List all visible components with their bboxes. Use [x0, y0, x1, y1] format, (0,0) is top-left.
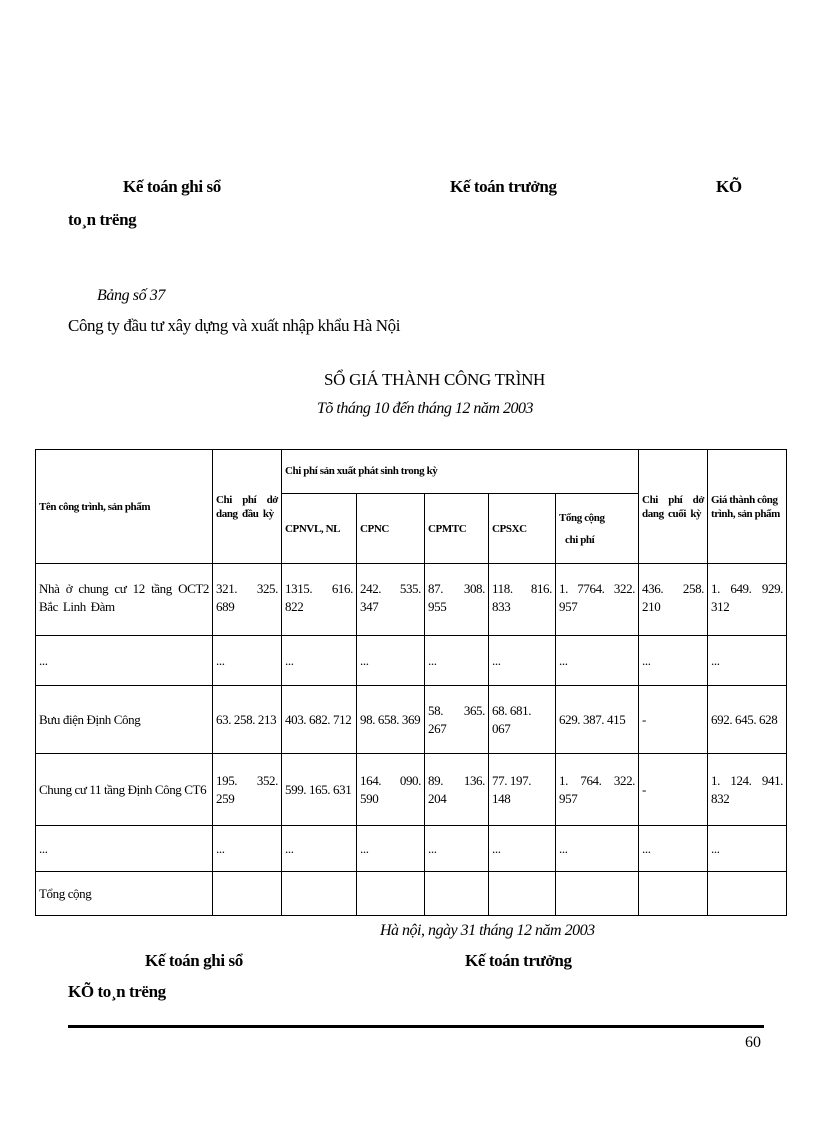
- row-4-cpnvl: 599. 165. 631: [282, 754, 357, 826]
- header-total-cost-line2: chi phí: [565, 533, 595, 546]
- header-closing-wip: Chi phí dở dang cuối kỳ: [639, 450, 708, 564]
- row-3-cpmtc: 58. 365. 267: [425, 686, 489, 754]
- row-3-cpnvl: 403. 682. 712: [282, 686, 357, 754]
- header-project-name: Tên công trình, sản phẩm: [36, 450, 213, 564]
- signature-third-bottom: KÕ to¸n trëng: [68, 982, 166, 1001]
- row-2-cpmtc: ...: [425, 636, 489, 686]
- row-4-cpsxc: 77. 197. 148: [489, 754, 556, 826]
- row-3-cost: 692. 645. 628: [708, 686, 787, 754]
- row-2-total: ...: [556, 636, 639, 686]
- signature-chief-accountant-bottom: Kế toán trưởng: [465, 951, 572, 970]
- header-cpsxc: CPSXC: [489, 494, 556, 564]
- document-period: Tõ tháng 10 đến tháng 12 năm 2003: [317, 400, 533, 417]
- header-total-cost-line1: Tổng cộng: [559, 511, 605, 524]
- row-2-name: ...: [36, 636, 213, 686]
- row-5-cpnc: ...: [357, 826, 425, 872]
- row-total-cpnc: [357, 872, 425, 916]
- row-4-opening: 195. 352. 259: [213, 754, 282, 826]
- row-1-cpsxc: 118. 816. 833: [489, 564, 556, 636]
- header-opening-wip: Chi phí dở dang đầu kỳ: [213, 450, 282, 564]
- cost-ledger-table: [35, 449, 787, 916]
- row-3-cpnc: 98. 658. 369: [357, 686, 425, 754]
- row-2-closing: ...: [639, 636, 708, 686]
- row-3-closing: -: [639, 686, 708, 754]
- signature-chief-accountant-top: Kế toán trưởng: [450, 177, 557, 196]
- row-4-total: 1. 764. 322. 957: [556, 754, 639, 826]
- header-period-costs: Chi phí sản xuất phát sinh trong kỳ: [282, 450, 639, 494]
- row-5-total: ...: [556, 826, 639, 872]
- footer-rule: [68, 1025, 764, 1028]
- row-4-name: Chung cư 11 tầng Định Công CT6: [36, 754, 213, 826]
- row-total-opening: [213, 872, 282, 916]
- row-5-name: ...: [36, 826, 213, 872]
- header-total-cost: [556, 494, 639, 564]
- row-1-opening: 321. 325. 689: [213, 564, 282, 636]
- header-cpnc: CPNC: [357, 494, 425, 564]
- row-2-cpnvl: ...: [282, 636, 357, 686]
- row-1-total: 1. 7764. 322. 957: [556, 564, 639, 636]
- row-5-closing: ...: [639, 826, 708, 872]
- header-cost-of-goods: Giá thành công trình, sản phẩm: [708, 450, 787, 564]
- signature-third-top: KÕ: [716, 177, 742, 196]
- row-total-cpsxc: [489, 872, 556, 916]
- company-name: Công ty đầu tư xây dựng và xuất nhập khẩu Hà Nội: [68, 316, 401, 335]
- signing-date: Hà nội, ngày 31 tháng 12 năm 2003: [380, 922, 595, 939]
- row-total-cpmtc: [425, 872, 489, 916]
- row-3-opening: 63. 258. 213: [213, 686, 282, 754]
- page-number: 60: [745, 1034, 761, 1051]
- row-3-total: 629. 387. 415: [556, 686, 639, 754]
- row-total-name: Tổng cộng: [36, 872, 213, 916]
- row-4-closing: -: [639, 754, 708, 826]
- signature-third-top-continued: to¸n trëng: [68, 210, 137, 229]
- row-4-cost: 1. 124. 941. 832: [708, 754, 787, 826]
- row-2-cpnc: ...: [357, 636, 425, 686]
- document-title: SỔ GIÁ THÀNH CÔNG TRÌNH: [324, 370, 546, 389]
- row-5-cpsxc: ...: [489, 826, 556, 872]
- row-5-cpnvl: ...: [282, 826, 357, 872]
- row-total-closing: [639, 872, 708, 916]
- row-5-cost: ...: [708, 826, 787, 872]
- row-total-cpnvl: [282, 872, 357, 916]
- row-1-cpmtc: 87. 308. 955: [425, 564, 489, 636]
- signature-accountant-top: Kế toán ghi sổ: [123, 177, 221, 196]
- table-caption: Bảng số 37: [97, 287, 166, 304]
- row-3-cpsxc: 68. 681. 067: [489, 686, 556, 754]
- row-5-opening: ...: [213, 826, 282, 872]
- row-2-cpsxc: ...: [489, 636, 556, 686]
- row-4-cpnc: 164. 090. 590: [357, 754, 425, 826]
- row-2-opening: ...: [213, 636, 282, 686]
- row-1-cost: 1. 649. 929. 312: [708, 564, 787, 636]
- signature-accountant-bottom: Kế toán ghi sổ: [145, 951, 243, 970]
- row-1-cpnc: 242. 535. 347: [357, 564, 425, 636]
- row-total-cost: [708, 872, 787, 916]
- row-4-cpmtc: 89. 136. 204: [425, 754, 489, 826]
- row-3-name: Bưu điện Định Công: [36, 686, 213, 754]
- row-2-cost: ...: [708, 636, 787, 686]
- row-1-name: Nhà ở chung cư 12 tầng OCT2 Bắc Linh Đàm: [36, 564, 213, 636]
- row-total-total: [556, 872, 639, 916]
- row-5-cpmtc: ...: [425, 826, 489, 872]
- header-cpnvl: CPNVL, NL: [282, 494, 357, 564]
- row-1-cpnvl: 1315. 616. 822: [282, 564, 357, 636]
- row-1-closing: 436. 258. 210: [639, 564, 708, 636]
- header-cpmtc: CPMTC: [425, 494, 489, 564]
